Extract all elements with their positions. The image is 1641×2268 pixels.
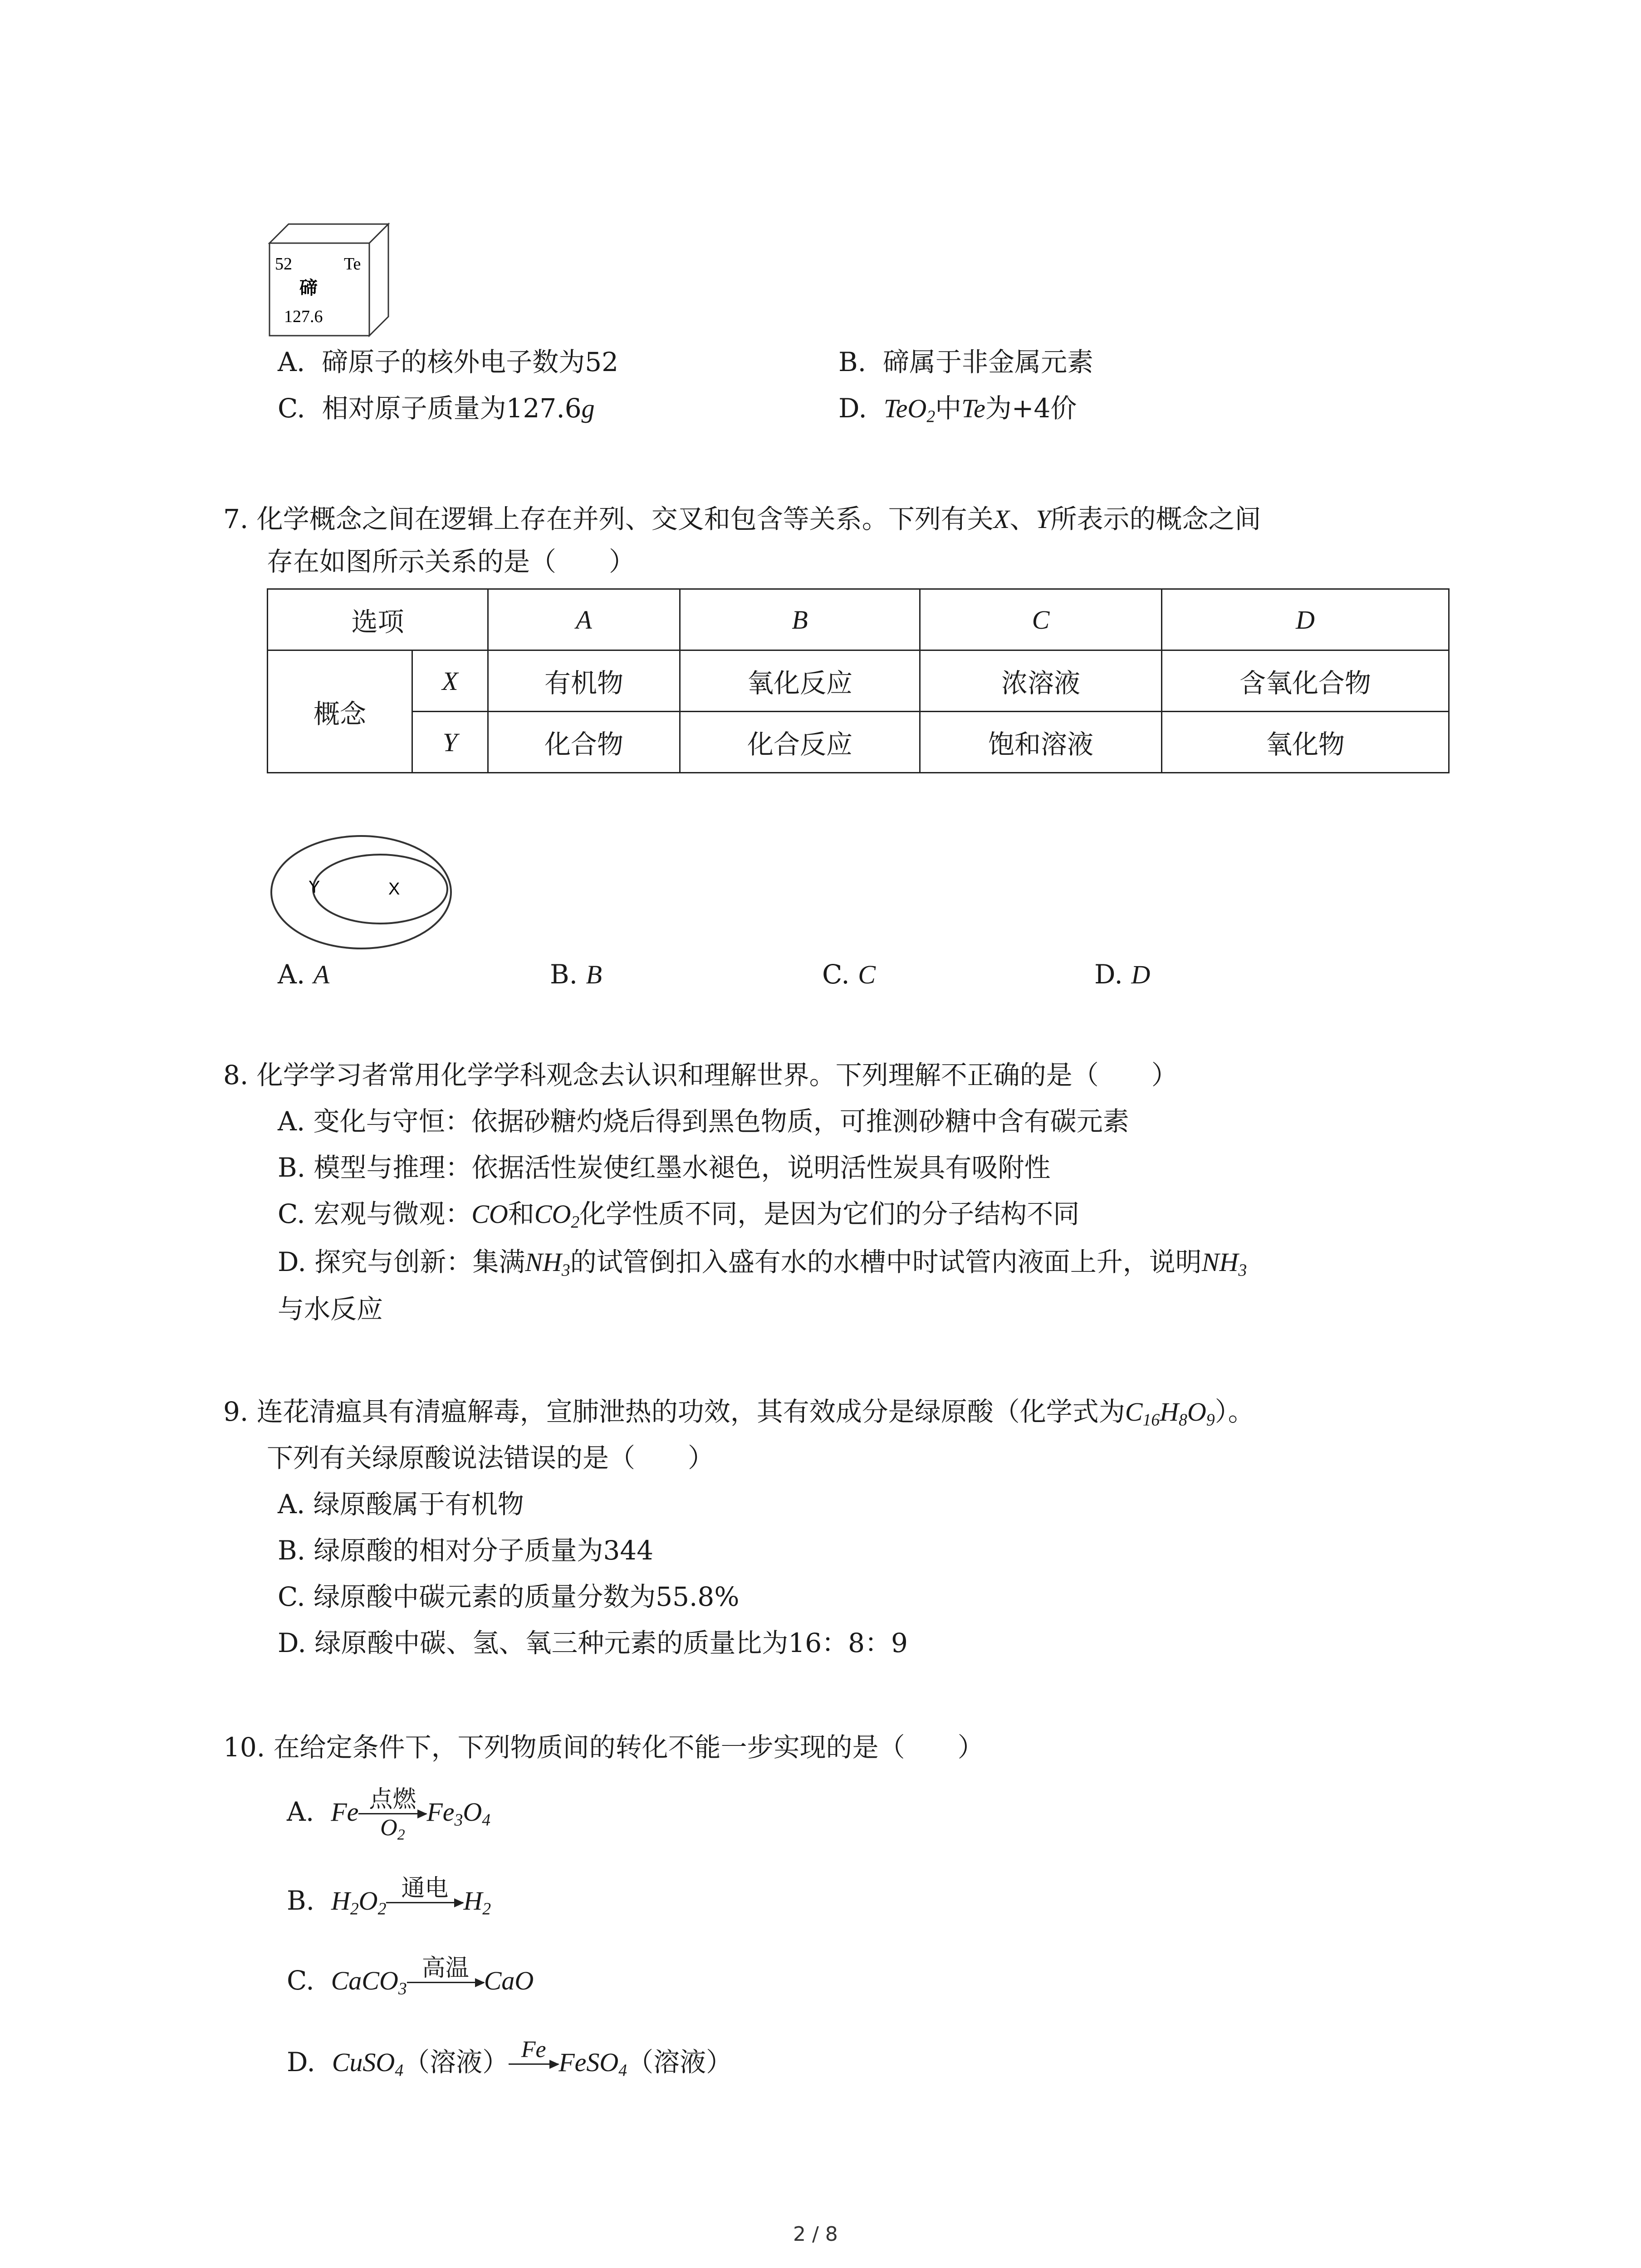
option-letter: D. (838, 393, 867, 424)
option-letter: D. (1094, 959, 1123, 990)
var-y: Y (1036, 504, 1051, 534)
formula-part: O (1187, 1397, 1206, 1427)
row-label-cell: Y (412, 712, 488, 773)
subscript: 2 (926, 407, 936, 426)
option-letter: B. (838, 347, 867, 377)
subscript: 2 (571, 1212, 580, 1232)
formula-part: Fe (426, 1797, 455, 1827)
subscript: 16 (1142, 1410, 1160, 1430)
option-letter: C. (278, 1581, 305, 1612)
formula-part: H (1160, 1397, 1179, 1427)
arrow-line (509, 2063, 558, 2065)
stem-text: ）。 (1215, 1396, 1254, 1427)
option-letter: B. (278, 1535, 306, 1566)
subscript: 4 (618, 2061, 627, 2080)
header-cell: 选项 (268, 589, 488, 650)
q8-option-d (278, 1244, 1247, 1281)
option-letter: A. (278, 959, 305, 990)
element-name: 碲 (299, 278, 318, 298)
element-number: 52 (275, 254, 292, 274)
option-letter: B. (550, 959, 578, 990)
var-x: X (993, 504, 1010, 534)
stem-text: 9. 连花清瘟具有清瘟解毒，宣肺泄热的功效，其有效成分是绿原酸（化学式为 (223, 1396, 1125, 1427)
element-mass: 127.6 (284, 307, 323, 326)
option-text: B (586, 960, 602, 989)
reaction-arrow (509, 2036, 558, 2092)
cell-top-face (269, 224, 388, 243)
stem-text: 7. 化学概念之间在逻辑上存在并列、交叉和包含等关系。下列有关 (223, 503, 994, 534)
option-text: 的试管倒扣入盛有水的水槽中时试管内液面上升，说明 (570, 1246, 1202, 1277)
table-cell: 浓溶液 (920, 650, 1162, 712)
option-text: 模型与推理：依据活性炭使红墨水褪色，说明活性炭具有吸附性 (314, 1152, 1051, 1183)
formula-nh3: NH (525, 1247, 562, 1277)
q9-option-a (278, 1486, 524, 1522)
q8-option-a (278, 1103, 1129, 1139)
formula-nh3: NH (1201, 1247, 1239, 1277)
table-cell: 化合反应 (680, 712, 920, 773)
header-cell: C (920, 589, 1162, 650)
option-letter: D. (278, 1246, 306, 1277)
arrow-line (407, 1982, 484, 1983)
subscript: 2 (350, 1899, 359, 1919)
venn-outer-ellipse (271, 836, 451, 948)
option-text: 绿原酸中碳、氢、氧三种元素的质量比为16：8：9 (314, 1628, 908, 1658)
reaction-arrow (386, 1875, 463, 1931)
option-text: 碲属于非金属元素 (882, 347, 1093, 377)
option-letter: A. (278, 347, 305, 377)
q10-option-b (287, 1873, 491, 1931)
reaction-arrow (358, 1786, 426, 1842)
formula-part: C (1125, 1397, 1143, 1427)
option-letter: B. (278, 1152, 306, 1183)
subscript: 9 (1206, 1410, 1215, 1430)
q6-option-a (278, 344, 618, 380)
venn-inner-label: X (388, 880, 400, 899)
q9-option-d (278, 1625, 908, 1661)
product (463, 1886, 491, 1919)
arrow-line (358, 1813, 426, 1814)
q7-stem-line1 (223, 501, 1261, 538)
table-row (268, 712, 1449, 773)
option-text: C (858, 960, 876, 989)
group-label-cell: 概念 (268, 650, 412, 773)
table-cell: 含氧化合物 (1162, 650, 1449, 712)
formula-co: CO (471, 1199, 508, 1229)
formula-teo2: TeO (883, 394, 927, 423)
venn-outer-label: Y (309, 878, 320, 897)
arrow-condition: 通电 (401, 1875, 449, 1902)
unit-g: g (581, 394, 595, 423)
q10-option-a (287, 1784, 490, 1842)
q7-stem-line2: 存在如图所示关系的是（ ） (267, 546, 636, 577)
formula-part: O (358, 1886, 378, 1916)
formula-part: H (331, 1886, 350, 1916)
option-text: 探究与创新：集满 (314, 1246, 525, 1277)
reactant (332, 2048, 404, 2080)
header-cell: A (488, 589, 680, 650)
option-letter: C. (822, 959, 850, 990)
subscript: 3 (398, 1979, 407, 1999)
option-letter: C. (287, 1965, 314, 1996)
q7-concept-table (267, 588, 1450, 773)
arrow-condition: 高温 (421, 1955, 469, 1982)
q6-option-c (278, 390, 595, 427)
note-text: （溶液） (403, 2047, 509, 2077)
arrow-reagent: Fe (521, 2037, 546, 2063)
cell-side-face (369, 224, 388, 336)
option-text: 和 (508, 1198, 534, 1229)
formula-chlorogenic-acid (1125, 1397, 1215, 1430)
subscript: 3 (561, 1261, 570, 1280)
subscript: 8 (1179, 1410, 1187, 1430)
formula-part: O (463, 1797, 482, 1827)
reactant: Fe (331, 1797, 359, 1827)
option-text: 化学性质不同，是因为它们的分子结构不同 (579, 1198, 1080, 1229)
option-text: 宏观与微观： (314, 1198, 472, 1229)
option-text: A (313, 960, 330, 989)
formula-part: H (463, 1886, 483, 1916)
stem-text: 所表示的概念之间 (1050, 503, 1261, 534)
q7-option-d (1094, 956, 1150, 993)
table-cell: 有机物 (488, 650, 680, 712)
element-symbol: Te (344, 254, 361, 274)
subscript: 4 (482, 1810, 491, 1830)
arrow-reagent (358, 1814, 426, 1842)
stem-text: 、 (1009, 503, 1036, 534)
subscript: 2 (482, 1899, 491, 1919)
note-text: （溶液） (627, 2047, 733, 2077)
table-cell: 氧化反应 (680, 650, 920, 712)
arrow-condition: 点燃 (369, 1786, 416, 1813)
q9-stem-line2: 下列有关绿原酸说法错误的是（ ） (267, 1442, 715, 1473)
subscript: 3 (1238, 1261, 1247, 1280)
option-text: 变化与守恒：依据砂糖灼烧后得到黑色物质，可推测砂糖中含有碳元素 (313, 1106, 1129, 1137)
q10-stem: 10. 在给定条件下，下列物质间的转化不能一步实现的是（ ） (223, 1732, 984, 1763)
table-cell: 化合物 (488, 712, 680, 773)
option-text: 绿原酸属于有机物 (313, 1489, 524, 1520)
option-letter: D. (287, 2047, 315, 2077)
q6-option-d (838, 390, 1077, 427)
formula-co2: CO (534, 1199, 571, 1229)
product (558, 2048, 627, 2080)
q7-option-a (278, 956, 329, 993)
subscript: 2 (397, 1826, 405, 1843)
product (426, 1797, 491, 1830)
option-letter: C. (278, 1198, 305, 1229)
q8-stem: 8. 化学学习者常用化学学科观念去认识和理解世界。下列理解不正确的是（ ） (223, 1060, 1178, 1090)
option-letter: D. (278, 1628, 306, 1658)
subscript: 4 (395, 2061, 404, 2080)
table-header-row (268, 589, 1449, 650)
subscript: 2 (377, 1899, 387, 1919)
formula-te: Te (961, 394, 985, 423)
option-text: 碲原子的核外电子数为52 (322, 347, 619, 377)
q7-option-c (822, 956, 876, 993)
q8-option-c (278, 1196, 1079, 1232)
q9-stem-line1 (223, 1393, 1254, 1430)
subscript: 3 (454, 1810, 463, 1830)
header-cell: D (1162, 589, 1449, 650)
element-cell-figure (267, 221, 394, 339)
option-text: 中 (935, 393, 962, 424)
venn-diagram (267, 831, 457, 953)
option-letter: A. (287, 1796, 314, 1827)
q8-option-d-line2: 与水反应 (278, 1294, 383, 1325)
option-text: 绿原酸中碳元素的质量分数为55.8% (314, 1581, 740, 1612)
option-letter: A. (278, 1489, 305, 1520)
table-cell: 饱和溶液 (920, 712, 1162, 773)
formula-part: FeSO (558, 2048, 619, 2077)
q9-option-b (278, 1532, 653, 1569)
header-cell: B (680, 589, 920, 650)
option-letter: A. (278, 1106, 305, 1137)
formula-part: O (380, 1815, 397, 1841)
option-letter: C. (278, 393, 305, 424)
table-row (268, 650, 1449, 712)
q6-option-b (838, 344, 1093, 380)
q7-option-b (550, 956, 602, 993)
reactant (331, 1966, 407, 1999)
option-text: 相对原子质量为127.6 (322, 393, 582, 424)
arrow-line (386, 1902, 463, 1903)
page-number: 2 / 8 (793, 2223, 838, 2246)
formula-part: CuSO (332, 2048, 395, 2077)
option-text: 为+4价 (985, 393, 1077, 424)
option-text: D (1131, 960, 1151, 989)
row-label-cell: X (412, 650, 488, 712)
q9-option-c (278, 1579, 739, 1615)
reaction-arrow (407, 1955, 484, 2010)
option-letter: B. (287, 1885, 315, 1916)
q10-option-d (287, 2035, 732, 2092)
q8-option-b (278, 1149, 1051, 1186)
q10-option-c (287, 1953, 534, 2010)
table-cell: 氧化物 (1162, 712, 1449, 773)
option-text: 绿原酸的相对分子质量为344 (314, 1535, 654, 1566)
reactant (331, 1886, 387, 1919)
formula-part: CaCO (331, 1966, 398, 1995)
product: CaO (484, 1966, 534, 1995)
venn-inner-ellipse (313, 855, 447, 924)
